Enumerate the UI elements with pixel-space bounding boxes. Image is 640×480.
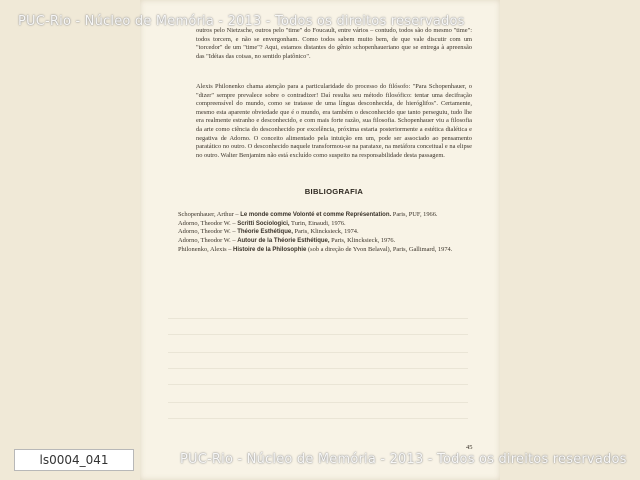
entry-rest: Paris, PUF, 1966. bbox=[392, 211, 438, 218]
entry-title: Histoire de la Philosophie bbox=[233, 246, 307, 253]
entry-title: Scritti Sociologici, bbox=[237, 220, 290, 227]
bibliography-heading: BIBLIOGRAFIA bbox=[304, 187, 364, 196]
entry-author: Adorno, Theodor W. – bbox=[178, 219, 236, 227]
paragraph-2: Alexis Philonenko chama atenção para a particularidade do processo do filósofo: "Para Schopenhauer, o "dizer" sempre prevalece sobre o contradizer! Daí resulta seu método filosófico: tentar uma decifração compreensível do mundo, como se tratasse de uma língua desconhecida, de hieróglifos". Certamente, mesmo esta aparente obviedade que é o mundo, era também o desconhecido que tanto perseguiu, tudo lhe era realmente estranho e desconhecido, e com mais forte razão, sua filosofia. Schopenhauer viu a filosofia da arte como ciência do desconhecido por excelência, próxima estaria posteriormente a estética dialética e negativa de Adorno. O conceito alimentado pela intuição em um, pode ser associado ao pensamento paratático no outro. O desconhecido naquele transformou-se na parataxe, na metáfora conceitual e na elipse no outro. Walter Benjamim não está excluído como suspeito na responsabilidade desta passagem. bbox=[196, 83, 472, 159]
bleed-through-line bbox=[168, 418, 468, 419]
entry-author: Adorno, Theodor W. – bbox=[178, 228, 236, 236]
entry-rest: Paris, Klincksieck, 1974. bbox=[294, 228, 359, 236]
entry-rest: Turin, Einaudi, 1976. bbox=[291, 219, 346, 227]
entry-author: Schopenhauer, Arthur – bbox=[178, 211, 239, 218]
bleed-through-line bbox=[168, 368, 468, 369]
entry-title: Autour de la Théorie Esthétique, bbox=[237, 238, 330, 245]
bibliography-entry bbox=[178, 220, 474, 229]
entry-author: Adorno, Theodor W. – bbox=[178, 237, 236, 245]
bibliography-entry bbox=[178, 211, 474, 220]
bibliography-list bbox=[178, 211, 474, 255]
entry-author: Philonenko, Alexis – bbox=[178, 245, 232, 253]
image-id-label: ls0004_041 bbox=[14, 449, 134, 471]
bleed-through-line bbox=[168, 352, 468, 353]
bibliography-entry bbox=[178, 237, 474, 246]
page-number: 45 bbox=[466, 444, 473, 451]
bibliography-entry bbox=[178, 228, 474, 237]
watermark-bottom: PUC-Rio - Núcleo de Memória - 2013 - Todos os direitos reservados bbox=[180, 452, 627, 467]
bleed-through-line bbox=[168, 318, 468, 319]
watermark-top: PUC-Rio - Núcleo de Memória - 2013 - Todos os direitos reservados bbox=[18, 14, 465, 29]
bleed-through-line bbox=[168, 334, 468, 335]
bleed-through-line bbox=[168, 384, 468, 385]
bibliography-entry bbox=[178, 246, 474, 255]
entry-rest: (sob a direção de Yvon Belaval), Paris, Gallimard, 1974. bbox=[308, 245, 453, 253]
paragraph-1: outros pelo Nietzsche, outros pelo "time" do Foucault, entre vários – contudo, todos são do mesmo "time": todos torcem, e não se envergonham. Como todos sabem muito bem, de que vale discutir com um "torcedor" de um "time"? Aqui, estamos distantes do gênio schopenhaueriano que se entrega à apreensão das "Idéias das coisas, no sentido platônico". bbox=[196, 27, 472, 60]
bleed-through-line bbox=[168, 402, 468, 403]
entry-title: Théorie Esthétique, bbox=[237, 229, 293, 236]
entry-title: Le monde comme Volonté et comme Représentation. bbox=[240, 212, 392, 218]
entry-rest: Paris, Klincksieck, 1976. bbox=[331, 237, 396, 245]
